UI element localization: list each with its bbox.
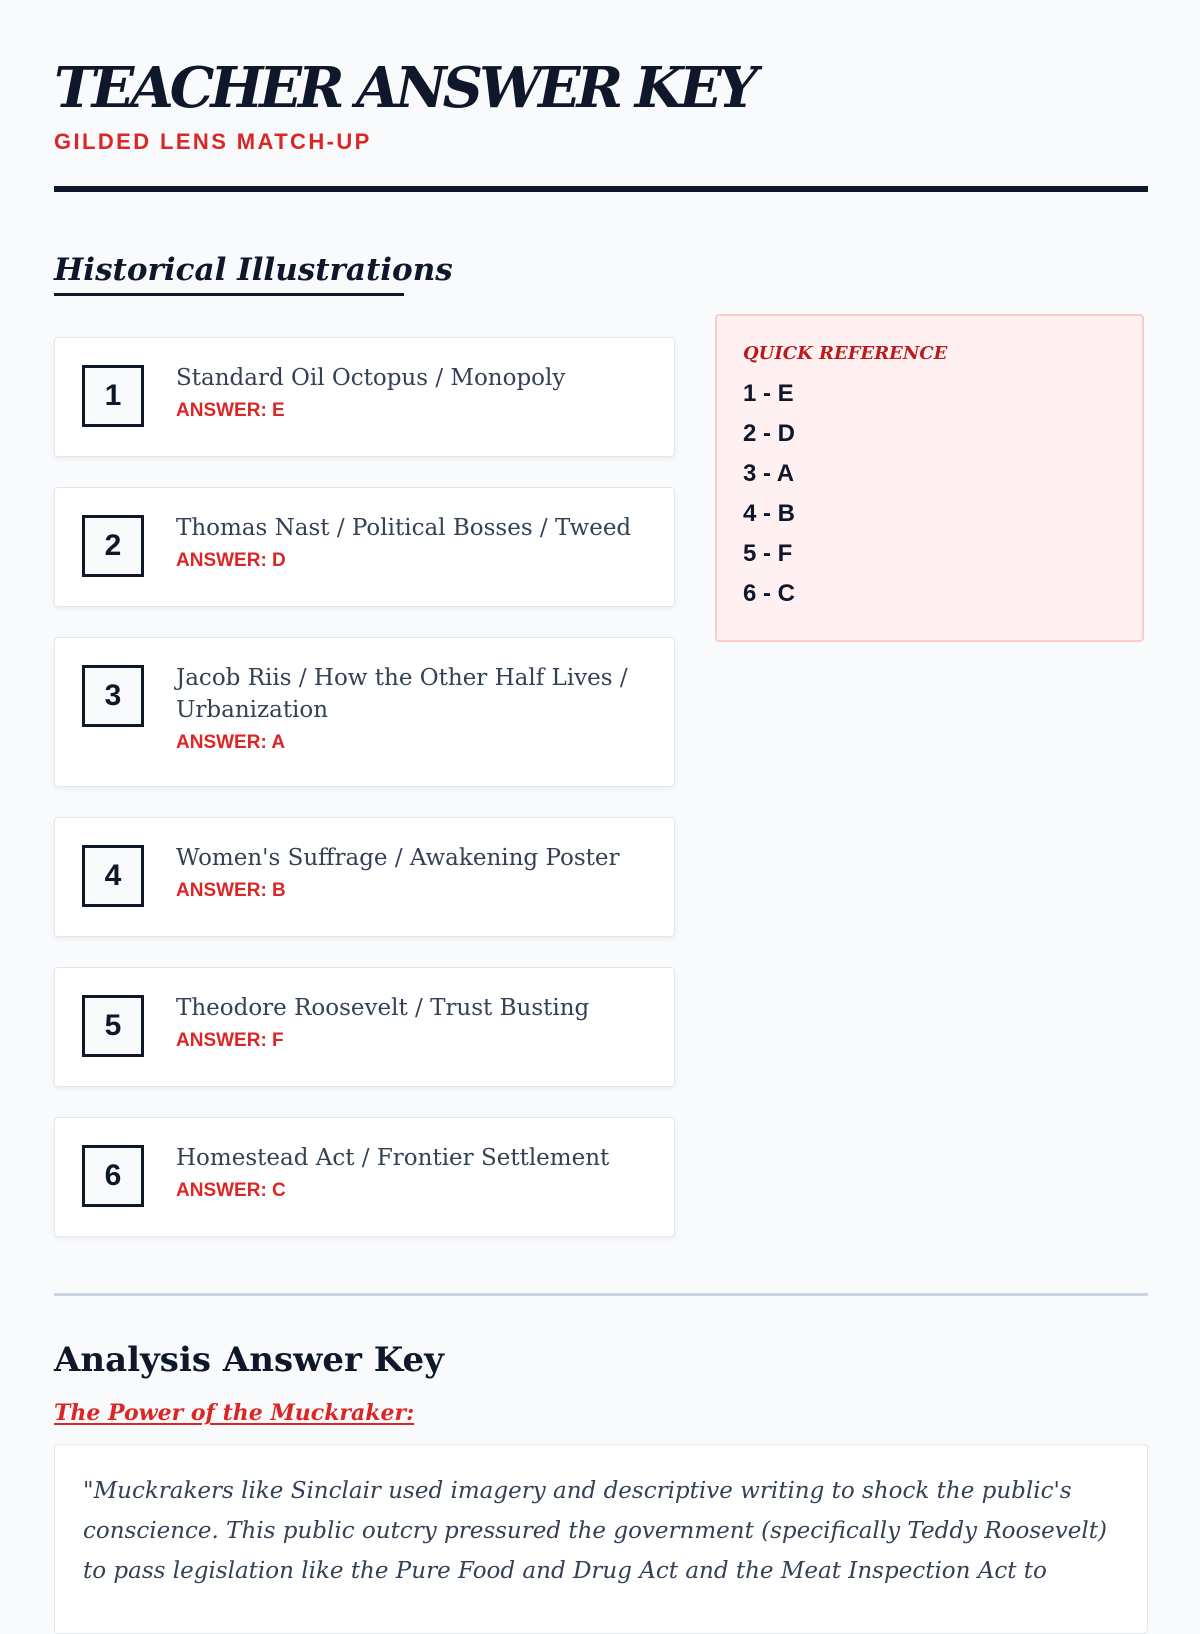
illustration-content bbox=[176, 662, 651, 756]
illustration-number: 3 bbox=[82, 665, 144, 727]
quick-reference-item: 6 - C bbox=[743, 580, 796, 607]
illustration-answer: ANSWER: C bbox=[176, 1180, 286, 1201]
illustration-card-5 bbox=[54, 967, 675, 1087]
illustration-card-3 bbox=[54, 637, 675, 787]
illustration-answer: ANSWER: F bbox=[176, 1030, 284, 1051]
illustration-content bbox=[176, 842, 651, 904]
illustration-answer: ANSWER: E bbox=[176, 400, 285, 421]
illustration-number: 6 bbox=[82, 1145, 144, 1207]
quick-reference-item: 5 - F bbox=[743, 540, 793, 567]
illustration-content bbox=[176, 362, 651, 424]
illustration-title: Homestead Act / Frontier Settlement bbox=[176, 1145, 610, 1171]
section-title-underline bbox=[54, 293, 404, 296]
analysis-title: Analysis Answer Key bbox=[54, 1340, 444, 1380]
illustration-number: 2 bbox=[82, 515, 144, 577]
analysis-subtitle: The Power of the Muckraker: bbox=[54, 1400, 415, 1426]
page-subtitle: GILDED LENS MATCH-UP bbox=[54, 129, 372, 154]
section-title: Historical Illustrations bbox=[54, 252, 453, 288]
illustration-card-4 bbox=[54, 817, 675, 937]
quick-reference-panel bbox=[715, 314, 1144, 642]
illustration-answer: ANSWER: B bbox=[176, 880, 286, 901]
illustration-content bbox=[176, 992, 651, 1054]
quick-reference-title: QUICK REFERENCE bbox=[743, 343, 948, 364]
illustration-title: Women's Suffrage / Awakening Poster bbox=[176, 845, 620, 871]
analysis-answer-box bbox=[54, 1444, 1148, 1634]
quick-reference-item: 2 - D bbox=[743, 420, 796, 447]
analysis-answer-text: "Muckrakers like Sinclair used imagery and descriptive writing to shock the public's conscience. This public outcry pressured the government (specifically Teddy Roosevelt) to pass legislation like the Pure Food and Drug Act and the Meat Inspection Act to bbox=[83, 1478, 1107, 1584]
quick-reference-item: 1 - E bbox=[743, 380, 794, 407]
quick-reference-item: 4 - B bbox=[743, 500, 796, 527]
answer-key-page bbox=[54, 0, 1148, 1600]
illustration-content bbox=[176, 1142, 651, 1204]
analysis-divider bbox=[54, 1293, 1148, 1296]
illustration-title: Thomas Nast / Political Bosses / Tweed bbox=[176, 515, 632, 541]
quick-reference-item: 3 - A bbox=[743, 460, 795, 487]
illustration-title: Theodore Roosevelt / Trust Busting bbox=[176, 995, 590, 1021]
page-title: TEACHER ANSWER KEY bbox=[54, 55, 755, 121]
illustration-title: Jacob Riis / How the Other Half Lives / Urbanization bbox=[176, 665, 628, 723]
illustration-content bbox=[176, 512, 651, 574]
illustration-number: 1 bbox=[82, 365, 144, 427]
illustration-card-1 bbox=[54, 337, 675, 457]
header-divider bbox=[54, 186, 1148, 192]
illustration-card-2 bbox=[54, 487, 675, 607]
illustration-number: 4 bbox=[82, 845, 144, 907]
illustration-card-6 bbox=[54, 1117, 675, 1237]
illustration-answer: ANSWER: A bbox=[176, 732, 286, 753]
illustration-number: 5 bbox=[82, 995, 144, 1057]
illustration-answer: ANSWER: D bbox=[176, 550, 286, 571]
illustration-title: Standard Oil Octopus / Monopoly bbox=[176, 365, 566, 391]
